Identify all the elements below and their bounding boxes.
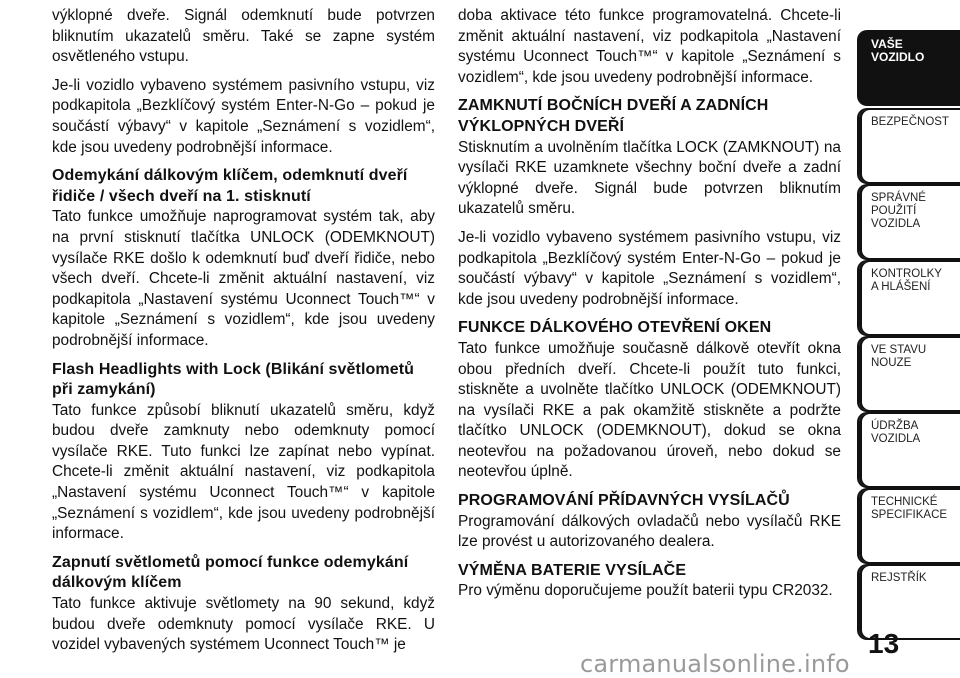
tab-label: BEZPEČNOST [871,116,949,128]
tab-kontrolky[interactable] [857,260,960,336]
paragraph: výklopné dveře. Signál odemknutí bude potvrzen bliknutím ukazatelů směru. Také se zapne systém osvětleného vstupu. [52,7,435,66]
paragraph: Programování dálkových ovladačů nebo vysílačů RKE lze provést u autorizovaného dealera. [458,512,841,551]
paragraph: Tato funkce umožňuje současně dálkově otevřít okna obou předních dveří. Chcete-li použít tuto funkci, stiskněte a uvolněte tlačítko UNLOCK (ODEMKNOUT) na vysílači RKE a pak okamžitě stiskněte a podržte tlačítko UNLOCK (ODEMKNOUT), dokud se okna neotevřou na požadovanou úroveň, nebo dokud se neotevřou úplně. [458,339,841,481]
section-heading: FUNKCE DÁLKOVÉHO OTEVŘENÍ OKEN [458,319,772,337]
tab-udrzba[interactable] [857,412,960,488]
paragraph: Pro výměnu doporučujeme použít baterii typu CR2032. [458,582,833,600]
paragraph: Stisknutím a uvolněním tlačítka LOCK (ZAMKNOUT) na vysílači RKE uzamknete všechny boční dveře a zadní výklopné dveře. Signál bude potvrzen bliknutím ukazatelů směru. [458,138,841,218]
paragraph: Tato funkce způsobí bliknutí ukazatelů směru, když budou dveře zamknuty nebo odemknuty pomocí vysílače RKE. Tuto funkci lze zapínat nebo vypínat. Chcete-li změnit aktuální nastavení, viz podkapitola „Nastavení systému Uconnect Touch™“ v kapitole „Seznámení s vozidlem“, kde jsou uvedeny podrobnější informace. [52,401,435,543]
tab-label: ÚDRŽBA VOZIDLA [871,420,921,445]
tab-label: TECHNICKÉ SPECIFIKACE [871,496,948,521]
paragraph: Tato funkce umožňuje naprogramovat systém tak, aby na první stisknutí tlačítka UNLOCK (ODEMKNOUT) vysílače RKE došlo k odemknutí buď dveří řidiče, nebo všech dveří. Chcete-li změnit aktuální nastavení, viz podkapitola „Nastavení systému Uconnect Touch™“ v kapitole „Seznámení s vozidlem“, kde jsou uvedeny podrobnější informace. [52,208,435,349]
section-heading: Zapnutí světlometů pomocí funkce odemykání dálkovým klíčem [52,553,409,592]
right-column [458,6,841,610]
page-number: 13 [868,628,900,659]
tab-label: SPRÁVNÉ POUŽITÍ VOZIDLA [871,192,926,230]
tab-bezpecnost[interactable] [857,108,960,184]
tab-label: KONTROLKY A HLÁŠENÍ [871,268,942,293]
tab-label: REJSTŘÍK [871,572,927,584]
tab-vase-vozidlo[interactable] [857,30,960,106]
tab-ve-stavu-nouze[interactable] [857,336,960,412]
tab-label: VAŠE VOZIDLO [871,37,925,64]
section-heading: PROGRAMOVÁNÍ PŘÍDAVNÝCH VYSÍLAČŮ [458,492,790,510]
section-heading: Flash Headlights with Lock (Blikání světlometů při zamykání) [52,360,414,399]
tab-spravne-pouziti[interactable] [857,184,960,260]
section-heading: VÝMĚNA BATERIE VYSÍLAČE [458,561,687,579]
section-heading: Odemykání dálkovým klíčem, odemknutí dveří řidiče / všech dveří na 1. stisknutí [52,167,408,205]
section-heading: ZAMKNUTÍ BOČNÍCH DVEŘÍ A ZADNÍCH VÝKLOPNÝCH DVEŘÍ [458,97,769,135]
tab-label: VE STAVU NOUZE [871,344,927,369]
tab-technicke-specifikace[interactable] [857,488,960,564]
paragraph: Tato funkce aktivuje světlomety na 90 sekund, když budou dveře odemknuty pomocí vysílače RKE. U vozidel vybavených systémem Uconnect Touch™ je [52,595,435,654]
paragraph: Je-li vozidlo vybaveno systémem pasivního vstupu, viz podkapitola „Bezklíčový systém Enter-N-Go – pokud je součástí výbavy“ v kapitole „Seznámení s vozidlem“, kde jsou uvedeny podrobnější informace. [458,228,841,308]
chapter-tabs-sidebar [857,0,960,678]
left-column [52,6,435,664]
paragraph: Je-li vozidlo vybaveno systémem pasivního vstupu, viz podkapitola „Bezklíčový systém Enter-N-Go – pokud je součástí výbavy“ v kapitole „Seznámení s vozidlem“, kde jsou uvedeny podrobnější informace. [52,76,435,156]
paragraph: doba aktivace této funkce programovatelná. Chcete-li změnit aktuální nastavení, viz podkapitola „Nastavení systému Uconnect Touch™“ v kapitole „Seznámení s vozidlem“, kde jsou uvedeny podrobnější informace. [458,7,841,86]
watermark: carmanualsonline.info [580,650,850,678]
